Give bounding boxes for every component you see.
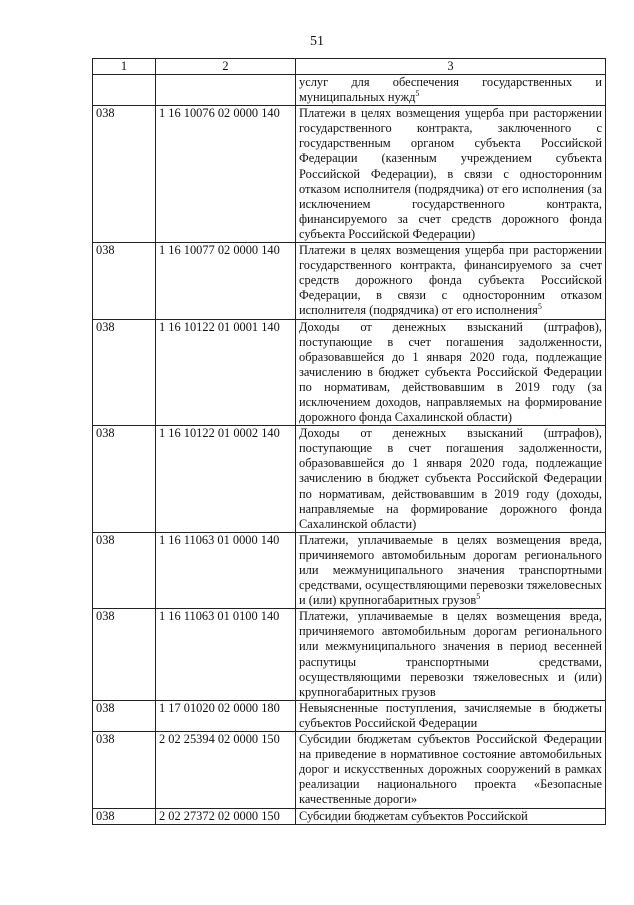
admin-code-cell: 038 bbox=[93, 426, 156, 533]
footnote-mark: 5 bbox=[537, 302, 542, 312]
admin-code-cell: 038 bbox=[93, 532, 156, 608]
admin-code-cell: 038 bbox=[93, 243, 156, 319]
table-header-row bbox=[93, 59, 606, 75]
budget-code-cell bbox=[156, 75, 296, 106]
admin-code-cell bbox=[93, 75, 156, 106]
header-cell-2: 2 bbox=[156, 59, 296, 75]
description-cell bbox=[296, 106, 606, 243]
description-text: Доходы от денежных взысканий (штрафов), поступающие в счет погашения задолженности, образовавшейся до 1 января 2020 года, подлежащие зачислению в бюджет субъекта Российской Федерации по нормативам, действовавшим в 2019 году (за исключением доходов, направляемых на формирование дорожного фонда Сахалинской области) bbox=[299, 319, 602, 425]
description-cell bbox=[296, 243, 606, 319]
admin-code-cell: 038 bbox=[93, 609, 156, 701]
header-cell-1: 1 bbox=[93, 59, 156, 75]
admin-code-cell: 038 bbox=[93, 700, 156, 731]
budget-code-cell: 1 16 10122 01 0002 140 bbox=[156, 426, 296, 533]
description-cell bbox=[296, 700, 606, 731]
budget-code-cell: 2 02 25394 02 0000 150 bbox=[156, 732, 296, 808]
budget-code-cell: 1 16 10077 02 0000 140 bbox=[156, 243, 296, 319]
table-row bbox=[93, 609, 606, 701]
continuation-text: услуг для обеспечения государственных и муниципальных нужд bbox=[299, 75, 602, 105]
description-text: Субсидии бюджетам субъектов Российской Федерации на приведение в нормативное состояние автомобильных дорог и искусственных дорожных сооружений в рамках реализации национального проекта «Безопасные качественные дороги» bbox=[299, 732, 602, 807]
description-cell bbox=[296, 75, 606, 106]
description-cell bbox=[296, 532, 606, 608]
budget-code-cell: 2 02 27372 02 0000 150 bbox=[156, 808, 296, 824]
footnote-mark: 5 bbox=[415, 88, 420, 98]
admin-code-cell: 038 bbox=[93, 319, 156, 426]
table-row bbox=[93, 319, 606, 426]
description-text: Субсидии бюджетам субъектов Российской bbox=[299, 808, 528, 823]
budget-code-cell: 1 16 10076 02 0000 140 bbox=[156, 106, 296, 243]
description-text: Платежи в целях возмещения ущерба при расторжении государственного контракта, финансируемого за счет средств дорожного фонда субъекта Российской Федерации, в связи с односторонним отказом исполнителя (подрядчика) от его исполнения bbox=[299, 243, 602, 318]
budget-codes-table bbox=[92, 58, 606, 825]
table-row bbox=[93, 808, 606, 824]
description-text: Платежи, уплачиваемые в целях возмещения вреда, причиняемого автомобильным дорогам регионального или межмуниципального значения в период весенней распутицы транспортными средствами, осуществляющими перевозки тяжеловесных и (или) крупногабаритных грузов bbox=[299, 609, 602, 699]
budget-code-cell: 1 16 11063 01 0000 140 bbox=[156, 532, 296, 608]
footnote-mark: 5 bbox=[476, 592, 481, 602]
budget-code-cell: 1 16 10122 01 0001 140 bbox=[156, 319, 296, 426]
table-row bbox=[93, 532, 606, 608]
table-row bbox=[93, 732, 606, 808]
description-text: Доходы от денежных взысканий (штрафов), поступающие в счет погашения задолженности, образовавшейся до 1 января 2020 года, подлежащие зачислению в бюджет субъекта Российской Федерации по нормативам, действовавшим в 2019 году (доходы, направляемые на формирование дорожного фонда Сахалинской области) bbox=[299, 426, 602, 531]
description-text: Невыясненные поступления, зачисляемые в бюджеты субъектов Российской Федерации bbox=[299, 700, 602, 730]
admin-code-cell: 038 bbox=[93, 106, 156, 243]
description-cell bbox=[296, 319, 606, 426]
description-cell bbox=[296, 426, 606, 533]
table-row bbox=[93, 106, 606, 243]
budget-code-cell: 1 17 01020 02 0000 180 bbox=[156, 700, 296, 731]
description-cell bbox=[296, 732, 606, 808]
table-row bbox=[93, 243, 606, 319]
table-row bbox=[93, 426, 606, 533]
table-row bbox=[93, 700, 606, 731]
description-cell bbox=[296, 609, 606, 701]
description-text: Платежи в целях возмещения ущерба при расторжении государственного контракта, заключенного с государственным органом субъекта Российской Федерации (казенным учреждением субъекта Российской Федерации), в связи с односторонним отказом исполнителя (подрядчика) от его исполнения (за исключением государственного контракта, финансируемого за счет средств дорожного фонда субъекта Российской Федерации) bbox=[299, 106, 602, 241]
header-cell-3: 3 bbox=[296, 59, 606, 75]
admin-code-cell: 038 bbox=[93, 732, 156, 808]
budget-code-cell: 1 16 11063 01 0100 140 bbox=[156, 609, 296, 701]
description-text: Платежи, уплачиваемые в целях возмещения вреда, причиняемого автомобильным дорогам регионального или межмуниципального значения транспортными средствами, осуществляющими перевозки тяжеловесных и (или) крупногабаритных грузов bbox=[299, 532, 602, 608]
table-row-continuation bbox=[93, 75, 606, 106]
admin-code-cell: 038 bbox=[93, 808, 156, 824]
description-cell bbox=[296, 808, 606, 824]
page-number: 51 bbox=[310, 34, 324, 49]
